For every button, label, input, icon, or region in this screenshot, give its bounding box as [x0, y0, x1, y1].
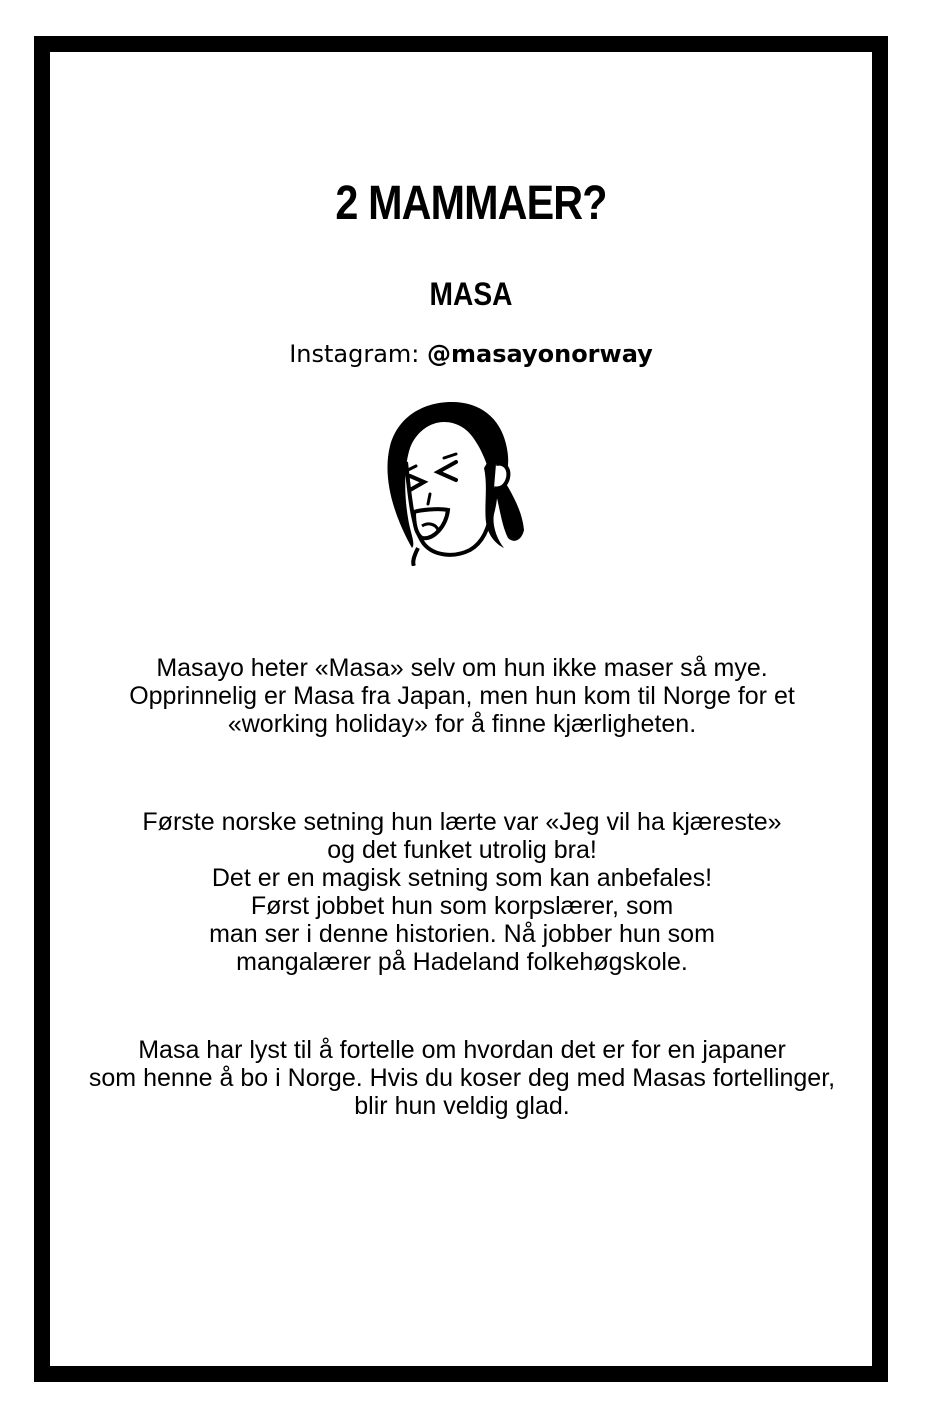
instagram-line: [0, 340, 942, 368]
paragraph-line: Masa har lyst til å fortelle om hvordan det er for en japaner: [138, 1036, 786, 1064]
paragraph-line: mangalærer på Hadeland folkehøgskole.: [236, 948, 688, 976]
paragraph-line: Opprinnelig er Masa fra Japan, men hun kom til Norge for et: [129, 682, 795, 710]
paragraph-line: og det funket utrolig bra!: [327, 836, 597, 864]
paragraph-line: blir hun veldig glad.: [354, 1092, 570, 1120]
closing-paragraph: [60, 1036, 864, 1120]
paragraph-line: Første norske setning hun lærte var «Jeg vil ha kjæreste»: [142, 808, 782, 836]
intro-paragraph: [60, 654, 864, 738]
paragraph-line: som henne å bo i Norge. Hvis du koser deg med Masas fortellinger,: [88, 1064, 836, 1092]
story-paragraph: [60, 808, 864, 976]
author-name: MASA: [429, 276, 513, 312]
paragraph-line: Det er en magisk setning som kan anbefales!: [211, 864, 713, 892]
paragraph-line: Først jobbet hun som korpslærer, som: [250, 892, 674, 920]
paragraph-line: Masayo heter «Masa» selv om hun ikke maser så mye.: [156, 654, 768, 682]
instagram-handle[interactable]: @masayonorway: [427, 340, 653, 368]
paragraph-line: man ser i denne historien. Nå jobber hun som: [209, 920, 715, 948]
paragraph-line: «working holiday» for å finne kjærligheten.: [227, 710, 697, 738]
page-title: 2 MAMMAER?: [335, 177, 607, 230]
instagram-label: Instagram:: [289, 340, 420, 368]
laughing-girl-portrait-icon: [372, 398, 528, 566]
